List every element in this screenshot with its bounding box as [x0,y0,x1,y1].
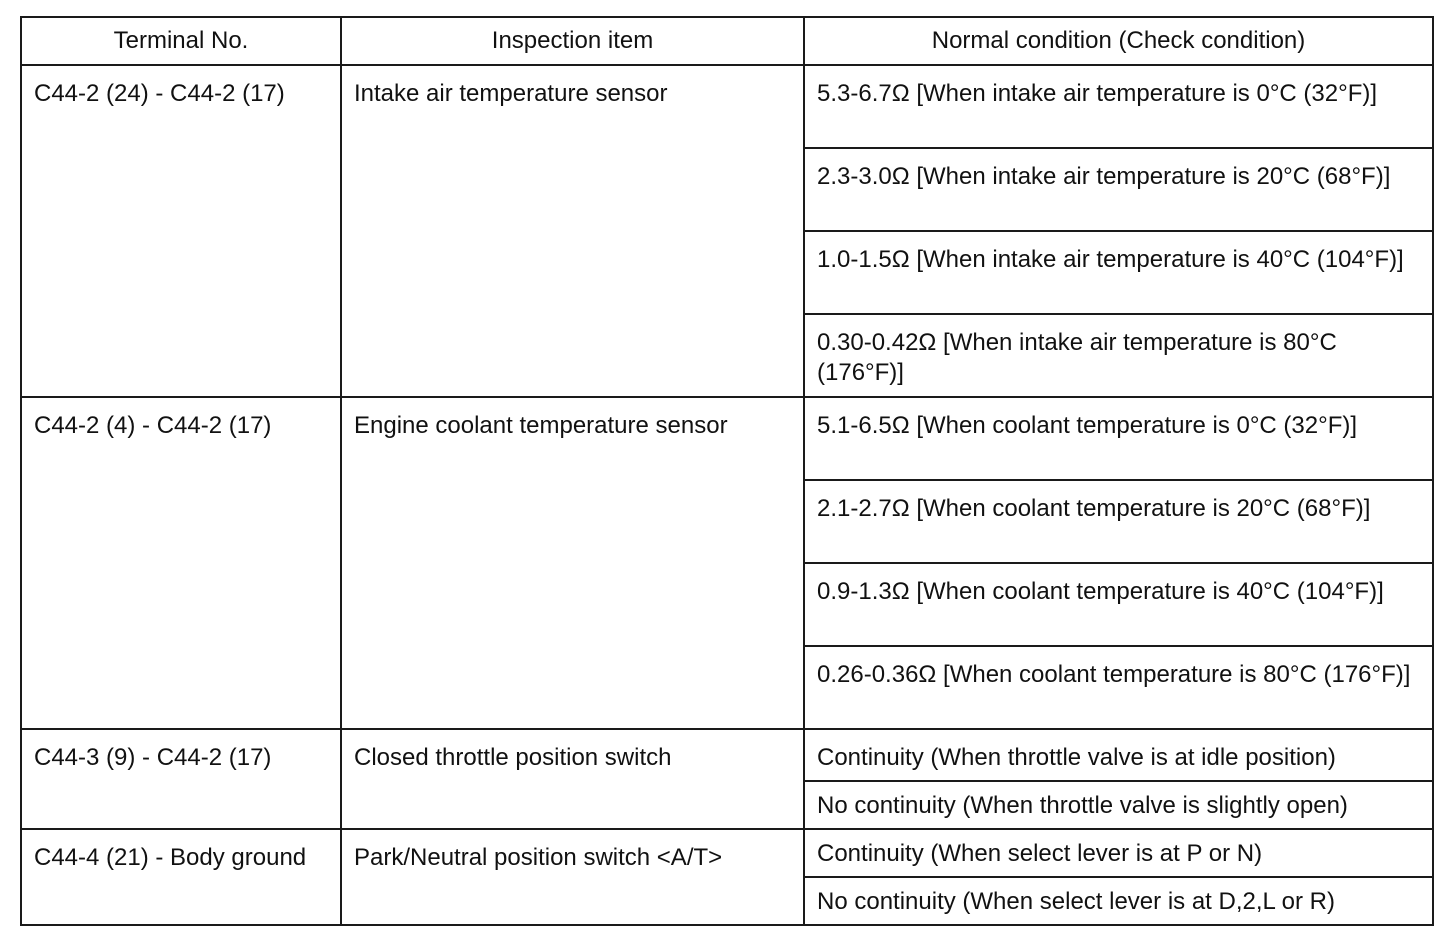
header-terminal-no: Terminal No. [21,17,341,65]
condition-cell: Continuity (When throttle valve is at idle position) [804,729,1433,781]
condition-cell: No continuity (When throttle valve is slightly open) [804,781,1433,829]
condition-cell: No continuity (When select lever is at D,2,L or R) [804,877,1433,925]
header-inspection-item: Inspection item [341,17,804,65]
inspection-item-cell: Intake air temperature sensor [341,65,804,397]
inspection-item-cell: Closed throttle position switch [341,729,804,829]
table-row [21,829,1433,877]
condition-cell: 5.3-6.7Ω [When intake air temperature is 0°C (32°F)] [804,65,1433,148]
terminal-cell: C44-2 (4) - C44-2 (17) [21,397,341,729]
condition-cell: 1.0-1.5Ω [When intake air temperature is 40°C (104°F)] [804,231,1433,314]
header-row [21,17,1433,65]
condition-cell: 2.3-3.0Ω [When intake air temperature is 20°C (68°F)] [804,148,1433,231]
condition-cell: 2.1-2.7Ω [When coolant temperature is 20°C (68°F)] [804,480,1433,563]
terminal-cell: C44-2 (24) - C44-2 (17) [21,65,341,397]
table-row [21,65,1433,148]
condition-cell: 0.9-1.3Ω [When coolant temperature is 40°C (104°F)] [804,563,1433,646]
terminal-cell: C44-3 (9) - C44-2 (17) [21,729,341,829]
table-row [21,729,1433,781]
terminal-cell: C44-4 (21) - Body ground [21,829,341,925]
condition-cell: 0.26-0.36Ω [When coolant temperature is 80°C (176°F)] [804,646,1433,729]
inspection-item-cell: Park/Neutral position switch <A/T> [341,829,804,925]
inspection-table [20,16,1434,926]
condition-cell: 0.30-0.42Ω [When intake air temperature is 80°C (176°F)] [804,314,1433,397]
header-normal-condition: Normal condition (Check condition) [804,17,1433,65]
table-row [21,397,1433,480]
condition-cell: Continuity (When select lever is at P or N) [804,829,1433,877]
condition-cell: 5.1-6.5Ω [When coolant temperature is 0°C (32°F)] [804,397,1433,480]
inspection-item-cell: Engine coolant temperature sensor [341,397,804,729]
